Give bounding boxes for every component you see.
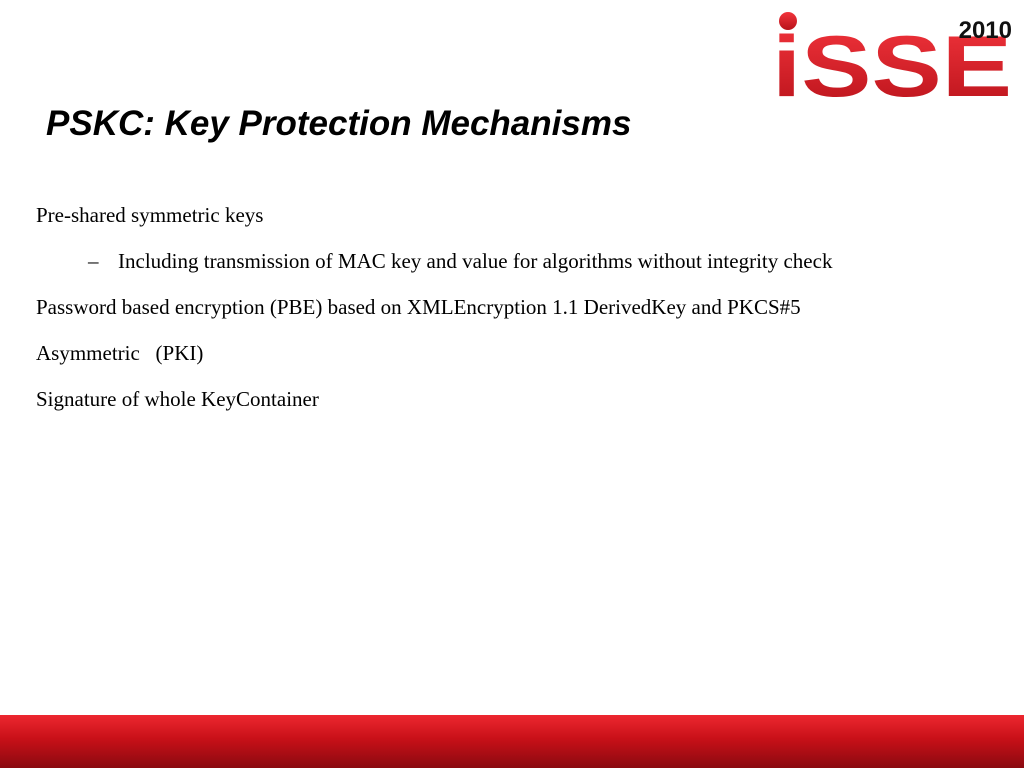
bullet-item: Signature of whole KeyContainer xyxy=(36,387,319,411)
bullet-item: Asymmetric (PKI) xyxy=(36,341,204,365)
bullet-item: Pre-shared symmetric keys xyxy=(36,203,264,227)
isse-logo xyxy=(772,8,1016,100)
sub-bullet-item xyxy=(36,246,936,276)
slide-title: PSKC: Key Protection Mechanisms xyxy=(46,104,632,143)
logo-brand-text: iSSE xyxy=(772,19,1012,100)
slide-body xyxy=(36,200,936,430)
bullet-item: Password based encryption (PBE) based on XMLEncryption 1.1 DerivedKey and PKCS#5 xyxy=(36,295,801,319)
dash-marker: – xyxy=(88,249,99,273)
footer-bar xyxy=(0,715,1024,768)
isse-logo-graphic xyxy=(772,8,1016,100)
logo-year-text: 2010 xyxy=(958,17,1012,44)
sub-bullet-text: Including transmission of MAC key and value for algorithms without integrity check xyxy=(118,249,833,273)
